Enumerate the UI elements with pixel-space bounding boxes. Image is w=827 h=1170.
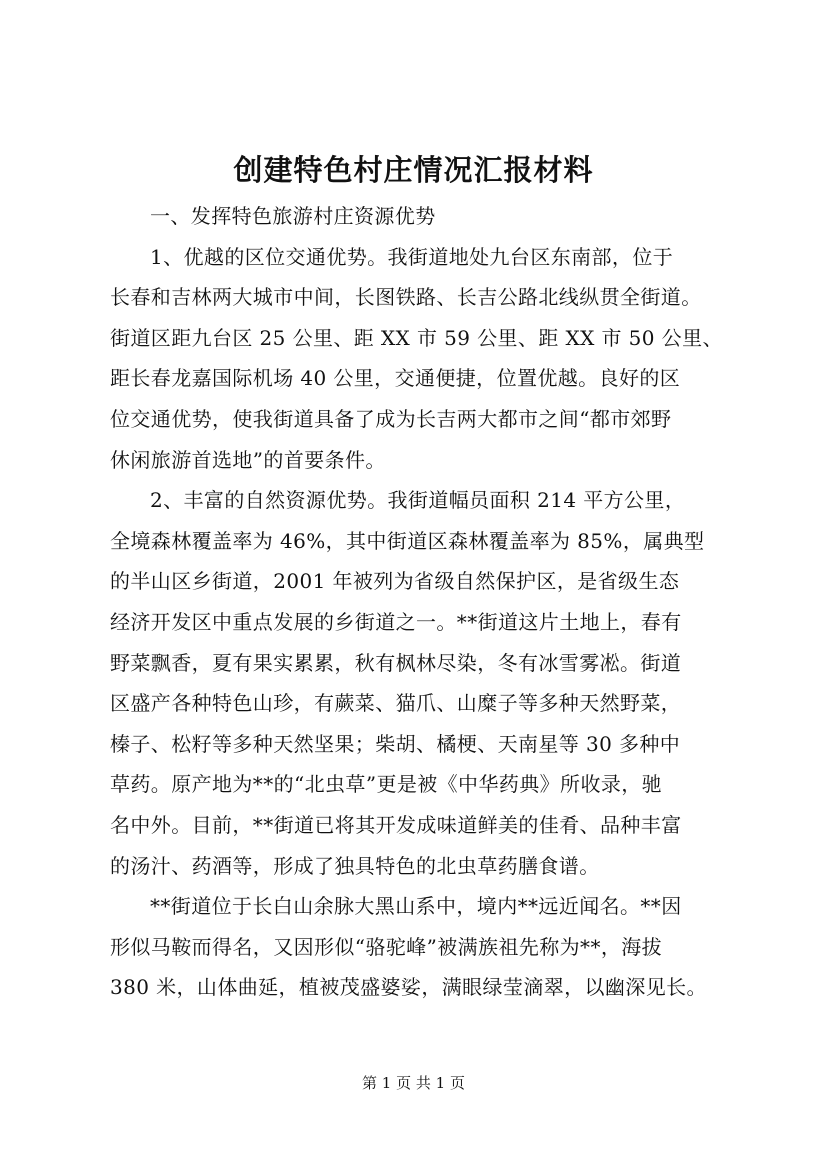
paragraph-line: **街道位于长白山余脉大黑山系中，境内**远近闻名。**因 — [150, 894, 682, 919]
paragraph-line: 草药。原产地为**的“北虫草”更是被《中华药典》所收录，驰 — [110, 772, 663, 797]
paragraph-line: 距长春龙嘉国际机场 40 公里，交通便捷，位置优越。良好的区 — [110, 366, 681, 391]
paragraph-line: 位交通优势，使我街道具备了成为长吉两大都市之间“都市郊野 — [110, 406, 672, 431]
paragraph-line: 区盛产各种特色山珍，有蕨菜、猫爪、山糜子等多种天然野菜， — [110, 691, 682, 716]
paragraph-line: 长春和吉林两大城市中间，长图铁路、长吉公路北线纵贯全街道。 — [110, 285, 702, 310]
paragraph-line: 的汤汁、药酒等，形成了独具特色的北虫草药膳食谱。 — [110, 853, 600, 878]
paragraph-line: 形似马鞍而得名，又因形似“骆驼峰”被满族祖先称为**，海拔 — [110, 934, 663, 959]
paragraph-line: 的半山区乡街道，2001 年被列为省级自然保护区，是省级生态 — [110, 569, 680, 594]
document-title: 创建特色村庄情况汇报材料 — [233, 153, 594, 187]
document-body — [110, 196, 730, 1008]
paragraph-line: 名中外。目前，**街道已将其开发成味道鲜美的佳肴、品种丰富 — [110, 812, 682, 837]
paragraph-line: 380 米，山体曲延，植被茂盛婆娑，满眼绿莹滴翠，以幽深见长。 — [110, 975, 707, 1000]
paragraph-line: 榛子、松籽等多种天然坚果；柴胡、橘梗、天南星等 30 多种中 — [110, 731, 681, 756]
paragraph-line: 休闲旅游首选地”的首要条件。 — [110, 447, 386, 472]
paragraph-line: 野菜飘香，夏有果实累累，秋有枫林尽染，冬有冰雪雾凇。街道 — [110, 650, 682, 675]
paragraph-line: 2、丰富的自然资源优势。我街道幅员面积 214 平方公里， — [150, 488, 686, 513]
paragraph-line: 全境森林覆盖率为 46%，其中街道区森林覆盖率为 85%，属典型 — [110, 528, 705, 553]
section-heading: 一、发挥特色旅游村庄资源优势 — [150, 204, 436, 228]
paragraph-line: 1、优越的区位交通优势。我街道地处九台区东南部，位于 — [150, 244, 674, 269]
page-footer: 第 1 页 共 1 页 — [362, 1074, 465, 1092]
paragraph-line: 街道区距九台区 25 公里、距 XX 市 59 公里、距 XX 市 50 公里、 — [110, 325, 723, 350]
paragraph-line: 经济开发区中重点发展的乡街道之一。**街道这片土地上，春有 — [110, 609, 682, 634]
